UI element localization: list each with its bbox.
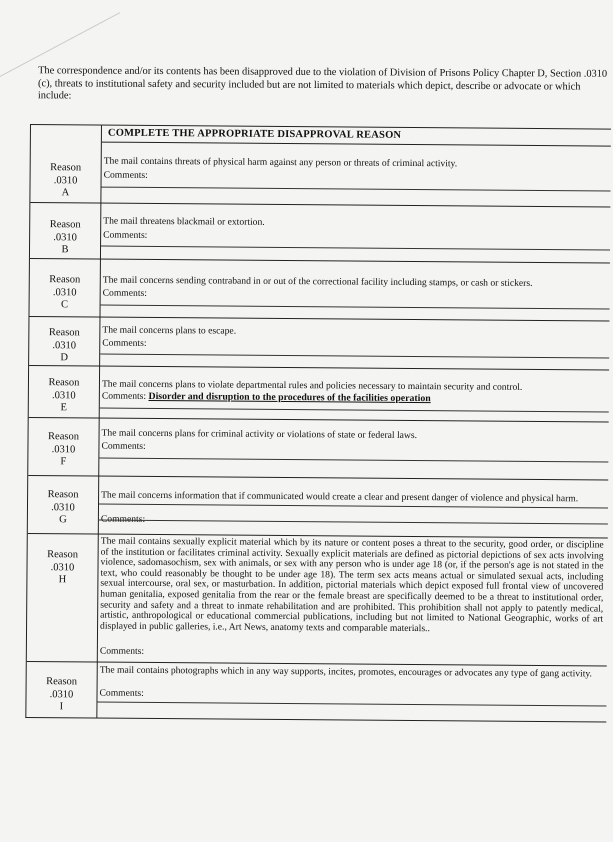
reason-row-i xyxy=(26,661,606,722)
comments-label-d: Comments: xyxy=(102,337,147,349)
reason-label-c: Reason .0310 C xyxy=(49,274,81,311)
comment-line xyxy=(97,702,606,707)
reason-row-g xyxy=(28,475,608,539)
reason-row-d xyxy=(29,316,609,371)
comments-label-c: Comments: xyxy=(102,287,147,299)
reason-description-h: The mail contains sexually explicit material which by its nature or content poses a threat to the security, good order, or discipline of the institution or facilitates criminal activity. Sexually explicit materials are defined as pictorial depictions of sex acts involving violence, sadomasochism, sex with animals, or sex with any person who is under age 18 (or, if the person's age is not stated in the text, who could reasonably be thought to be under age 18). The term sex acts means actual or simulated sexual acts, including sexual intercourse, oral sex, or masturbation. In addition, pictorial materials which depict exposed full frontal view of uncovered human genitalia, exposed genitalia from the rear or the female breast are specifically deemed to be a threat to institutional order, security and safety and a threat to inmate rehabilitation and are prohibited. This prohibition shall not apply to patently medical, artistic, anthropological or educational commercial publications, including but not limited to National Geographic, works of art displayed in public galleries, i.e., Art News, anatomy texts and comparable materials.. xyxy=(100,535,604,634)
table-header: COMPLETE THE APPROPRIATE DISAPPROVAL REASON xyxy=(107,127,402,141)
comment-line xyxy=(99,504,608,509)
comment-line xyxy=(101,246,610,251)
reason-description-d: The mail concerns plans to escape. xyxy=(102,324,237,337)
comment-line xyxy=(102,187,611,192)
reason-label-h: Reason .0310 H xyxy=(47,549,79,586)
comment-line xyxy=(99,458,608,463)
reason-label-f: Reason .0310 F xyxy=(48,431,80,468)
reason-row-e xyxy=(29,365,609,423)
reason-label-b: Reason .0310 B xyxy=(49,219,81,256)
comments-label-a: Comments: xyxy=(103,169,148,181)
comments-label-i: Comments: xyxy=(99,687,144,699)
reason-label-d: Reason .0310 D xyxy=(48,327,80,364)
reason-description-e: The mail concerns plans to violate departmental rules and policies necessary to maintain security and control. xyxy=(101,378,523,393)
reason-description-c: The mail concerns sending contraband in or out of the correctional facility including stamps, or cash or stickers. xyxy=(102,274,533,289)
reason-description-b: The mail threatens blackmail or extortion. xyxy=(103,215,265,228)
comments-label-b: Comments: xyxy=(103,229,148,241)
reason-row-b xyxy=(30,202,610,264)
comment-line xyxy=(100,408,609,413)
comment-value-e[interactable]: Disorder and disruption to the procedures of the facilities operation xyxy=(148,390,431,405)
reason-row-c xyxy=(29,258,609,322)
reason-description-g: The mail concerns information that if communicated would create a clear and present danger of violence and physical harm. xyxy=(101,489,579,505)
comment-line xyxy=(100,354,609,359)
disapproval-form xyxy=(25,124,611,723)
comment-line xyxy=(101,305,610,310)
reason-description-i: The mail contains photographs which in any way supports, incites, promotes, encourages or advocates any type of gang activity. xyxy=(99,664,593,680)
reason-label-e: Reason .0310 E xyxy=(48,377,80,414)
comments-label-g: Comments: xyxy=(100,513,146,525)
reason-description-a: The mail contains threats of physical harm against any person or threats of criminal activity. xyxy=(103,155,458,170)
reason-label-a: Reason .0310 A xyxy=(50,162,82,199)
comments-label-h: Comments: xyxy=(99,645,145,657)
reason-label-g: Reason .0310 G xyxy=(47,489,79,526)
reason-row-h xyxy=(27,533,608,667)
reason-row-a xyxy=(30,141,610,208)
intro-paragraph: The correspondence and/or its contents has been disapproved due to the violation of Division of Prisons Policy Chapter D, Section .0310 (c), threats to institutional safety and security included but are not limited to materials which depict, describe or advocate or which include: xyxy=(37,65,608,102)
comments-label-f: Comments: xyxy=(101,440,146,452)
reason-description-f: The mail concerns plans for criminal activity or violations of state or federal laws. xyxy=(101,427,418,442)
reason-label-i: Reason .0310 I xyxy=(46,676,78,713)
reason-row-f xyxy=(28,417,608,481)
comments-label-e: Comments: Disorder and disruption to the procedures of the facilities operation xyxy=(101,390,431,405)
comment-line xyxy=(99,520,608,525)
